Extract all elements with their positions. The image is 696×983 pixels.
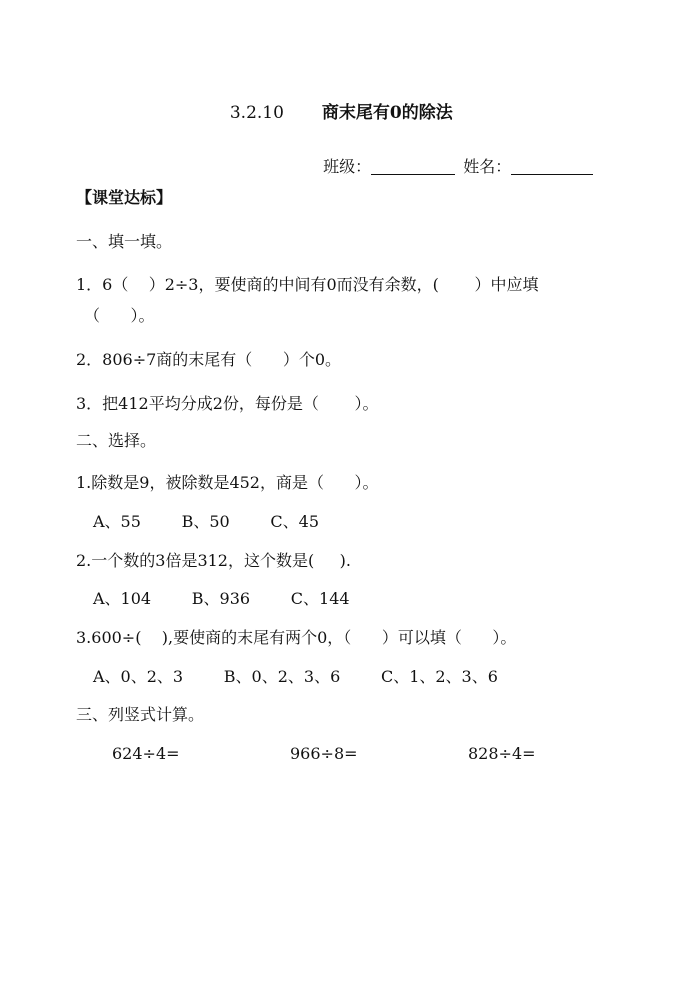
part1-question-3: 3．把412平均分成2份，每份是（ ）。	[76, 394, 379, 413]
part1-heading: 一、填一填。	[76, 232, 173, 251]
lesson-number: 3.2.10	[229, 103, 284, 123]
student-info	[313, 142, 593, 175]
part3-heading: 三、列竖式计算。	[76, 705, 205, 724]
part2-question-2-options: A、104 B、936 C、144	[93, 589, 350, 608]
part2-question-1-options: A、55 B、50 C、45	[93, 512, 320, 531]
class-label: 班级：	[323, 157, 372, 176]
part2-heading: 二、选择。	[76, 431, 157, 450]
part1-question-1-line-2: （ ）。	[84, 306, 155, 325]
calculation-row	[0, 746, 696, 766]
name-label: 姓名：	[463, 157, 512, 176]
section-heading: 【课堂达标】	[76, 188, 173, 207]
part2-question-3: 3.600÷( ),要使商的末尾有两个0，（ ）可以填（ ）。	[76, 628, 517, 647]
part2-question-3-options: A、0、2、3 B、0、2、3、6 C、1、2、3、6	[93, 667, 498, 686]
calculation-item: 966÷8=	[290, 744, 358, 763]
calculation-item: 624÷4=	[112, 744, 180, 763]
part1-question-1-line-1: 1．6（ ）2÷3，要使商的中间有0而没有余数，( ）中应填	[76, 275, 539, 294]
lesson-title: 商末尾有0的除法	[321, 103, 453, 123]
part2-question-2: 2.一个数的3倍是312，这个数是( ).	[76, 551, 351, 570]
calculation-item: 828÷4=	[468, 744, 536, 763]
class-blank[interactable]	[371, 158, 455, 175]
name-blank[interactable]	[511, 158, 593, 175]
part2-question-1: 1.除数是9，被除数是452，商是（ ）。	[76, 473, 379, 492]
part1-question-2: 2．806÷7商的末尾有（ ）个0。	[76, 350, 342, 369]
worksheet-title	[218, 88, 453, 122]
